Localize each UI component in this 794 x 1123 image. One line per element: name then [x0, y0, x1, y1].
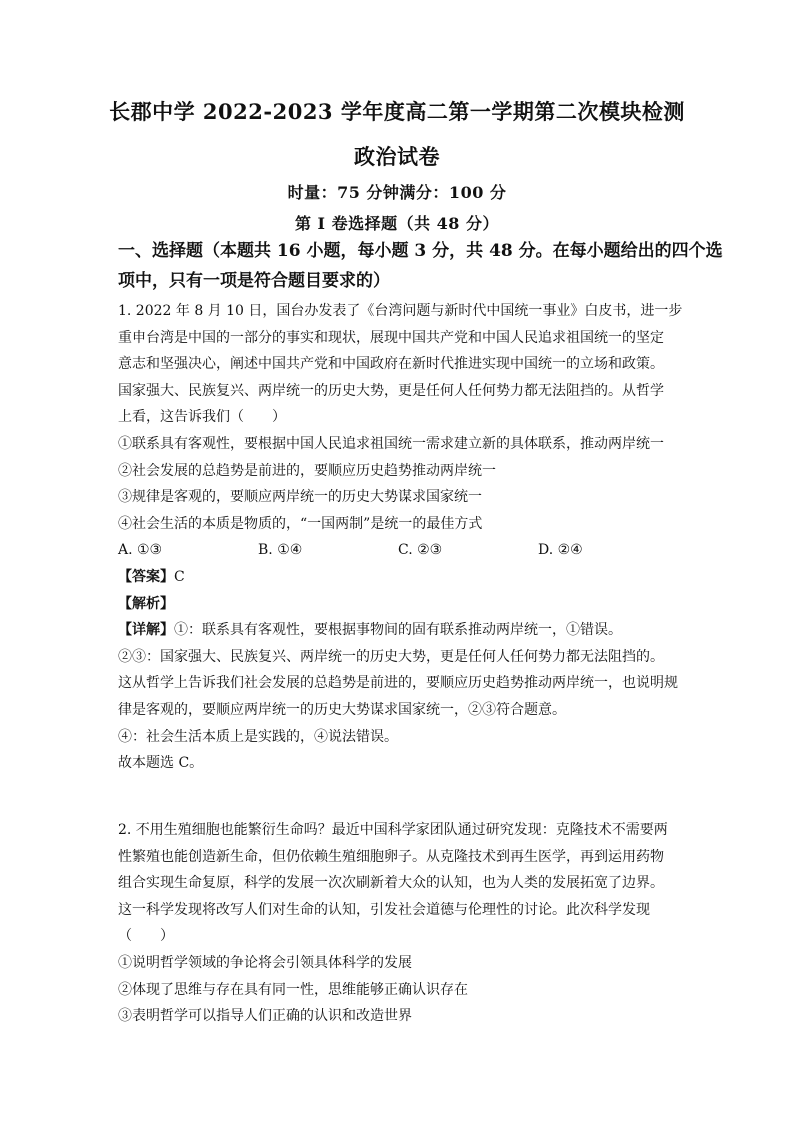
answer-value: C: [174, 568, 185, 585]
statement-item: ②体现了思维与存在具有同一性，思维能够正确认识存在: [118, 981, 468, 998]
question-stem-line: 1. 2022 年 8 月 10 日，国台办发表了《台湾问题与新时代中国统一事业》白皮书，进一步: [118, 303, 683, 319]
question-stem-line: 2. 不用生殖细胞也能繁衍生命吗？最近中国科学家团队通过研究发现：克隆技术不需要两: [118, 822, 668, 838]
question-stem-line: 组合实现生命复原，科学的发展一次次刷新着大众的认知，也为人类的发展拓宽了边界。: [118, 875, 664, 892]
part-heading: 第 I 卷选择题（共 48 分）: [294, 214, 500, 233]
statement-item: ①联系具有客观性，要根据中国人民追求祖国统一需求建立新的具体联系，推动两岸统一: [118, 435, 664, 452]
exam-info: 时量：75 分钟满分：100 分: [287, 183, 507, 202]
analysis-line: [118, 617, 678, 644]
statement-item: ④社会生活的本质是物质的，“一国两制”是统一的最佳方式: [118, 515, 483, 532]
section-heading-line: 一、选择题（本题共 16 小题，每小题 3 分，共 48 分。在每小题给出的四个选: [118, 241, 723, 261]
question-stem-line: 重申台湾是中国的一部分的事实和现状，展现中国共产党和中国人民追求祖国统一的坚定: [118, 329, 664, 346]
analysis-line: 这从哲学上告诉我们社会发展的总趋势是前进的，要顺应历史趋势推动两岸统一，也说明规: [118, 675, 678, 692]
analysis-line: ②③：国家强大、民族复兴、两岸统一的历史大势，更是任何人任何势力都无法阻挡的。: [118, 648, 664, 665]
statement-item: ③表明哲学可以指导人们正确的认识和改造世界: [118, 1008, 412, 1025]
analysis-line: ④：社会生活本质上是实践的，④说法错误。: [118, 728, 398, 745]
analysis-line: 律是客观的，要顺应两岸统一的历史大势谋求国家统一，②③符合题意。: [118, 701, 566, 718]
question-stem-line: 这一科学发现将改写人们对生命的认知，引发社会道德与伦理性的讨论。此次科学发现: [118, 901, 650, 918]
option-a: A. ①③: [118, 542, 163, 559]
answer-label: 【答案】: [118, 568, 174, 585]
statement-item: ②社会发展的总趋势是前进的，要顺应历史趋势推动两岸统一: [118, 462, 496, 479]
analysis-line: 故本题选 C。: [118, 755, 204, 772]
section-heading: [118, 236, 723, 296]
analysis-text: ①：联系具有客观性，要根据事物间的固有联系推动两岸统一，①错误。: [174, 622, 622, 639]
detail-label: 【详解】: [118, 622, 174, 639]
section-heading-line: 项中，只有一项是符合题目要求的）: [118, 271, 390, 291]
statement-item: ①说明哲学领域的争论将会引领具体科学的发展: [118, 954, 412, 971]
question-stem-line: 国家强大、民族复兴、两岸统一的历史大势，更是任何人任何势力都无法阻挡的。从哲学: [118, 382, 664, 399]
option-b: B. ①④: [258, 542, 303, 559]
option-c: C. ②③: [398, 542, 443, 559]
question-stem-line: （ ）: [118, 928, 174, 945]
question-stem-line: 上看，这告诉我们（ ）: [118, 409, 286, 426]
question-stem-line: 意志和坚强决心，阐述中国共产党和中国政府在新时代推进实现中国统一的立场和政策。: [118, 356, 664, 373]
answer-line: [118, 564, 678, 591]
question-1: [118, 298, 683, 777]
exam-subject: 政治试卷: [354, 144, 440, 169]
question-2: [118, 817, 678, 1030]
exam-title: 长郡中学 2022-2023 学年度高二第一学期第二次模块检测: [109, 99, 685, 124]
answer-options: [118, 537, 678, 564]
option-d: D. ②④: [538, 542, 583, 559]
question-stem-line: 性繁殖也能创造新生命，但仍依赖生殖细胞卵子。从克隆技术到再生医学，再到运用药物: [118, 848, 664, 865]
analysis-label: 【解析】: [118, 595, 174, 612]
statement-item: ③规律是客观的，要顺应两岸统一的历史大势谋求国家统一: [118, 489, 482, 506]
